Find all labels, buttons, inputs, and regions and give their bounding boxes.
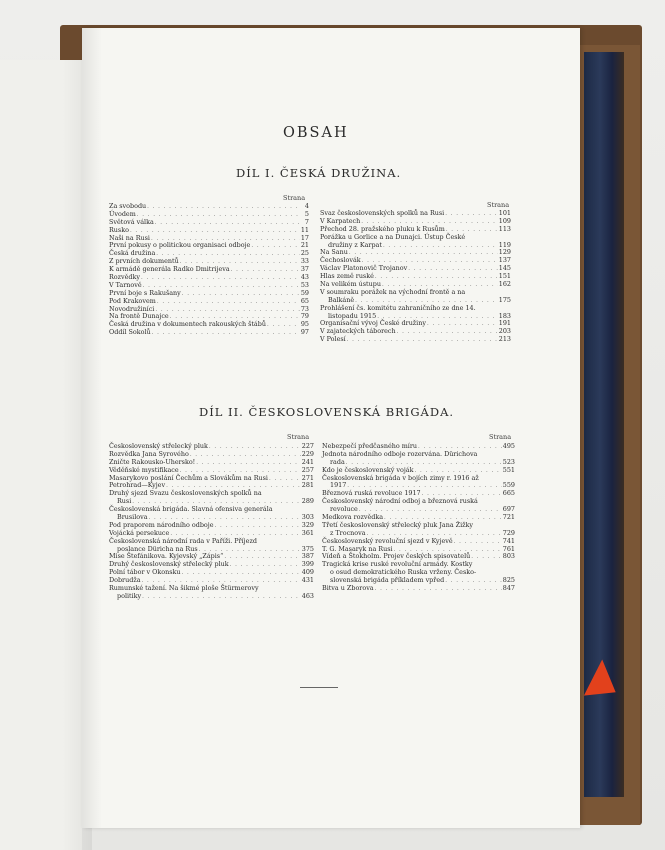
toc-entry (109, 219, 309, 227)
part2-col2-strana-label: Strana (489, 433, 512, 441)
toc-entry-page: 17 (300, 233, 309, 242)
toc-entry-page: 257 (301, 465, 314, 474)
toc-entry-page: 129 (498, 248, 511, 257)
toc-leader-dots (375, 586, 502, 594)
toc-entry-title: Rumunské tažení. Na šikmé ploše Štürmerovy (109, 584, 259, 593)
toc-entry-page: 463 (301, 591, 314, 600)
toc-entry-page: 281 (301, 481, 314, 490)
toc-entry-title: Zničte Rakousko-Uhersko! (109, 457, 196, 466)
toc-entry-page: 803 (502, 552, 515, 561)
toc-entry (322, 585, 515, 593)
toc-entry-title: poslance Düricha na Rus (117, 544, 198, 553)
toc-entry-page: 847 (502, 584, 515, 593)
part2-heading: DÍL II. ČESKOSLOVENSKÁ BRIGÁDA. (199, 405, 455, 419)
toc-entry-page: 203 (498, 327, 511, 336)
toc-entry-title: Oddíl Sokolů (109, 328, 151, 337)
toc-entry-title: Československá brigáda. Slavná ofensiva generála (109, 505, 273, 514)
toc-entry-title: listopadu 1915 (328, 311, 377, 320)
toc-entry-page: 375 (301, 544, 314, 553)
toc-entry-title: V Polesí (320, 335, 346, 344)
toc-entry-title: Československý střelecký pluk (109, 442, 208, 450)
toc-entry-title: Naši na Rusi (109, 233, 150, 242)
end-rule (300, 687, 338, 688)
toc-entry-page: 183 (498, 311, 511, 320)
toc-entry-title: Organisační vývoj České družiny (320, 319, 426, 328)
toc-entry-page: 11 (300, 225, 309, 234)
toc-entry-page: 97 (300, 328, 309, 337)
toc-entry-page: 431 (301, 576, 314, 585)
toc-entry-page: 137 (498, 256, 511, 265)
part2-col1 (109, 443, 314, 601)
toc-entry-title: Druhý sjezd Svazu československých spolků na (109, 489, 262, 498)
toc-entry-title: Rozvědka Jana Syrového (109, 449, 189, 458)
toc-entry-title: Věděňské mystifikace (109, 465, 179, 474)
toc-entry (322, 475, 515, 483)
toc-entry-title: Na frontě Dunajce (109, 312, 169, 321)
toc-entry-title: rada (330, 457, 345, 466)
toc-entry-page: 665 (502, 489, 515, 498)
toc-entry-page: 59 (300, 288, 309, 297)
toc-entry-title: Přechod 28. pražského pluku k Rusům (320, 224, 445, 233)
part2-col2 (322, 443, 515, 593)
toc-entry-title: Vídeň a Štokholm. Projev českých spisovatelů (322, 552, 471, 561)
toc-entry-title: z Trocnova (330, 528, 366, 537)
toc-entry-page: 109 (498, 216, 511, 225)
toc-entry-title: Třetí československý střelecký pluk Jana Žižky (322, 520, 473, 529)
toc-leader-dots (347, 337, 498, 345)
toc-entry-page: 162 (498, 280, 511, 289)
toc-entry-title: Za svobodu (109, 202, 147, 210)
toc-entry-title: revoluce (330, 505, 358, 514)
toc-entry-page: 213 (498, 335, 511, 344)
toc-entry (109, 490, 314, 498)
toc-entry-page: 229 (301, 449, 314, 458)
toc-entry-page: 37 (300, 265, 309, 274)
toc-entry-page: 21 (300, 241, 309, 250)
toc-entry-page: 7 (304, 217, 309, 226)
toc-entry-page: 825 (502, 576, 515, 585)
toc-entry-page: 175 (498, 295, 511, 304)
toc-entry-page: 119 (498, 240, 511, 249)
toc-entry-title: Brusilova (117, 513, 148, 522)
page-title: OBSAH (283, 125, 349, 141)
toc-entry-page: 145 (498, 264, 511, 273)
toc-entry-title: Rozvědky (109, 273, 140, 282)
toc-entry-page: 559 (502, 481, 515, 490)
toc-entry-page: 289 (301, 497, 314, 506)
toc-entry-page: 523 (502, 457, 515, 466)
toc-entry-title: Vojácká persekuce (109, 528, 170, 537)
toc-entry-title: K armádě generála Radko Dmitrijeva (109, 265, 230, 274)
toc-entry (109, 593, 314, 601)
toc-entry-title: slovenská brigáda příkladem vpřed (330, 576, 445, 585)
toc-entry-page: 4 (304, 202, 309, 210)
toc-entry-title: Svaz československých spolků na Rusi (320, 209, 445, 217)
toc-entry-title: V Karpatech (320, 216, 361, 225)
toc-entry-title: o osud demokratického Ruska vrženy. Česko- (330, 568, 477, 577)
toc-entry-page: 101 (498, 209, 511, 217)
toc-entry-page: 741 (502, 536, 515, 545)
toc-entry-title: První pokusy o politickou organisaci odboje (109, 241, 251, 250)
toc-entry-title: Masarykovo poslání Čechům a Slovákům na Rusi (109, 473, 268, 482)
toc-entry-page: 227 (301, 442, 314, 450)
toc-entry-title: Česká družina (109, 249, 156, 258)
toc-entry-title: Nebezpečí předčasného míru (322, 442, 417, 450)
toc-entry-title: Československý národní odboj a březnová ruská (322, 497, 478, 506)
toc-entry-page: 729 (502, 528, 515, 537)
part2-strana-label: Strana (287, 433, 310, 441)
toc-entry-title: Dobrudža (109, 576, 141, 585)
toc-entry-title: 1917 (330, 481, 347, 490)
toc-entry-title: Medkova rozvědka (322, 513, 384, 522)
toc-entry-title: Tragická krise ruské revoluční armády. Kostky (322, 560, 473, 569)
toc-leader-dots (152, 330, 300, 338)
toc-entry-page: 303 (301, 513, 314, 522)
toc-entry (320, 336, 511, 344)
toc-entry-title: Světová válka (109, 217, 154, 226)
toc-entry-page: 151 (498, 272, 511, 281)
toc-entry-title: V zajateckých táborech (320, 327, 396, 336)
toc-entry-title: Úvodem (109, 209, 136, 218)
part1-col1 (109, 203, 309, 337)
toc-entry-title: Polní tábor v Okonsku (109, 568, 181, 577)
toc-entry-title: Česká družina v dokumentech rakouských štábů (109, 320, 266, 329)
toc-entry-title: Bitva u Zborova (322, 584, 374, 593)
toc-entry-title: Petrohrad—Kyjev (109, 481, 166, 490)
toc-entry-page: 361 (301, 528, 314, 537)
toc-entry-title: Čechoslovák (320, 256, 361, 265)
part1-col2 (320, 210, 511, 344)
toc-entry-page: 53 (300, 280, 309, 289)
toc-entry-title: V soumraku porážek na východní frontě a na (320, 287, 466, 296)
toc-entry (109, 329, 309, 337)
part1-heading: DÍL I. ČESKÁ DRUŽINA. (236, 166, 402, 180)
toc-entry-title: Balkáně (328, 295, 355, 304)
toc-entry-title: T. G. Masaryk na Rusi (322, 544, 393, 553)
toc-entry-title: Kdo je československý voják (322, 465, 414, 474)
toc-entry-title: Mise Štefánikova. Kyjevský „Zápis“ (109, 552, 224, 561)
toc-entry-page: 73 (300, 304, 309, 313)
toc-entry-page: 113 (498, 224, 511, 233)
red-flag-graphic (580, 658, 615, 695)
toc-entry-title: Na velikém ústupu (320, 280, 381, 289)
toc-entry-title: Z prvních dokumentů (109, 257, 179, 266)
toc-entry-page: 79 (300, 312, 309, 321)
toc-entry-page: 5 (304, 209, 309, 218)
toc-entry-title: družiny z Karpat (328, 240, 382, 249)
toc-entry-page: 95 (300, 320, 309, 329)
contents-page (82, 28, 580, 828)
page-gutter (82, 28, 102, 828)
toc-entry-title: Rusi (117, 497, 132, 506)
toc-entry-title: Československý revoluční sjezd v Kyjevě (322, 536, 453, 545)
toc-entry-page: 721 (502, 513, 515, 522)
toc-entry-page: 65 (300, 296, 309, 305)
toc-entry-page: 387 (301, 552, 314, 561)
toc-entry-page: 495 (502, 442, 515, 450)
toc-entry (320, 328, 511, 336)
toc-entry-page: 761 (502, 544, 515, 553)
part1-col2-strana-label: Strana (487, 201, 510, 209)
toc-entry (109, 203, 309, 211)
toc-entry-title: Porážka u Gorlice a na Dunajci. Ústup České (320, 232, 466, 241)
toc-entry-page: 25 (300, 249, 309, 258)
toc-entry-title: Československá národní rada v Paříži. Příjezd (109, 536, 257, 545)
toc-entry (320, 242, 511, 250)
toc-entry-page: 697 (502, 505, 515, 514)
toc-entry-title: Novodružiníci (109, 304, 155, 313)
toc-entry-title: Václav Platonovič Trojanov (320, 264, 408, 273)
toc-entry-title: Pod Krakovem (109, 296, 156, 305)
toc-entry-title: První boje s Rakušany (109, 288, 181, 297)
toc-entry-page: 409 (301, 568, 314, 577)
toc-entry-page: 33 (300, 257, 309, 266)
part1-strana-label: Strana (283, 194, 306, 202)
toc-entry-page: 241 (301, 457, 314, 466)
toc-entry-title: Československá brigáda v bojích zimy r. 1916 až (322, 473, 479, 482)
toc-entry-title: Druhý československý střelecký pluk (109, 560, 229, 569)
toc-entry-title: Prohlášení čs. komitétu zahraničního ze dne 14. (320, 303, 476, 312)
toc-entry-page: 191 (498, 319, 511, 328)
toc-entry-page: 399 (301, 560, 314, 569)
toc-entry-page: 271 (301, 473, 314, 482)
toc-entry-title: Březnová ruská revoluce 1917 (322, 489, 421, 498)
toc-entry-title: Rusko (109, 225, 129, 234)
toc-entry-title: V Tarnově (109, 280, 142, 289)
toc-entry-title: Na Sanu (320, 248, 348, 257)
toc-leader-dots (142, 594, 301, 602)
toc-entry-title: Jednota národního odboje rozervána. Dürichova (322, 449, 478, 458)
toc-entry-title: politiky (117, 591, 142, 600)
toc-entry-page: 43 (300, 273, 309, 282)
toc-entry-title: Pod praporem národního odboje (109, 520, 214, 529)
toc-entry (322, 451, 515, 459)
toc-entry-title: Hlas země ruské (320, 272, 374, 281)
toc-entry-page: 329 (301, 520, 314, 529)
toc-entry-page: 551 (502, 465, 515, 474)
